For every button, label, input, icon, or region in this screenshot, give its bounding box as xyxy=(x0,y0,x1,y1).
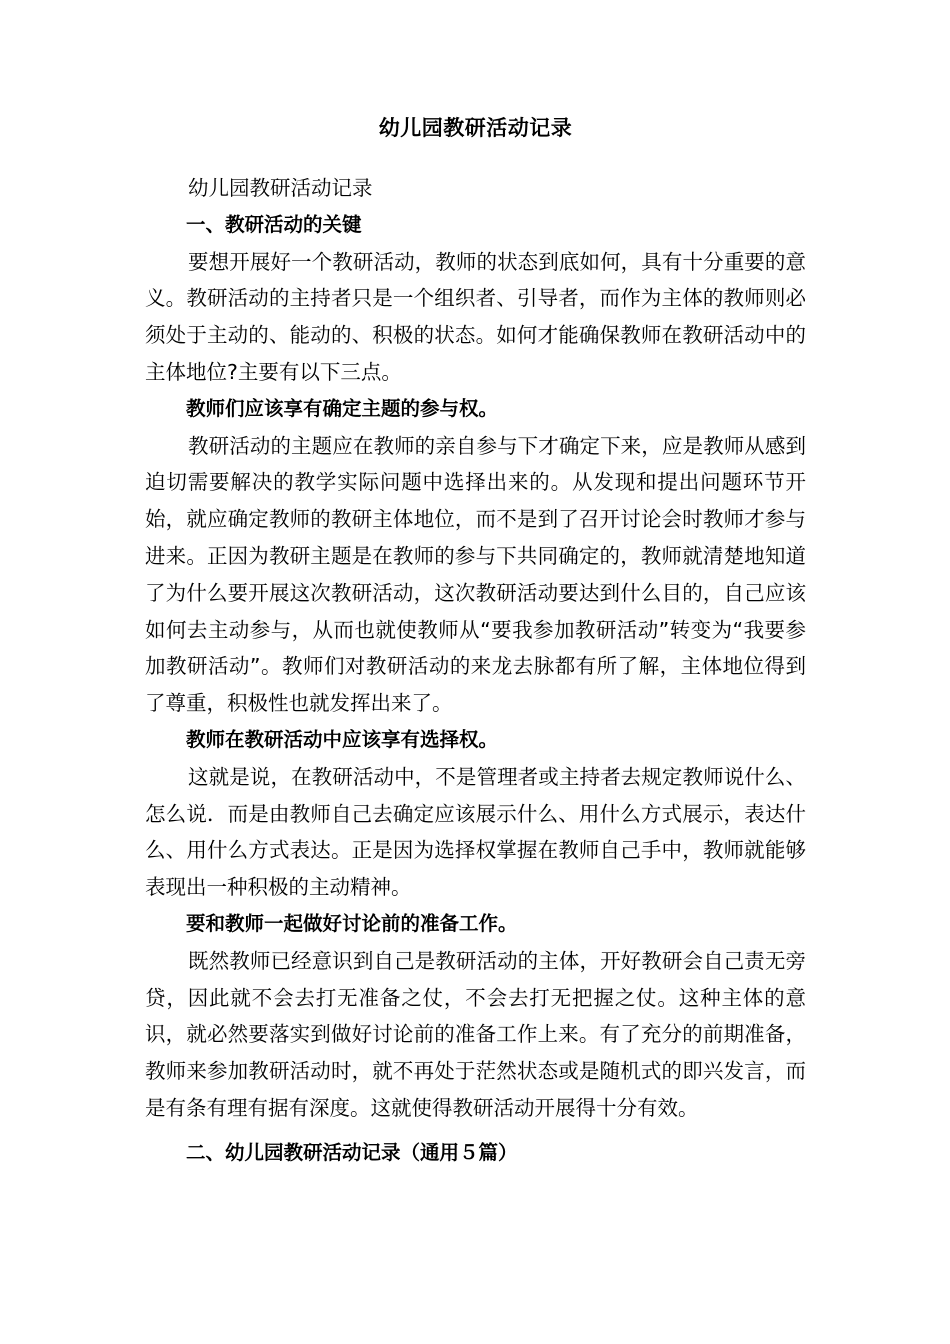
body-paragraph: 要想开展好一个教研活动，教师的状态到底如何，具有十分重要的意义。教研活动的主持者只是一个组织者、引导者，而作为主体的教师则必须处于主动的、能动的、积极的状态。如何才能确保教师在教研活动中的主体地位?主要有以下三点。 xyxy=(145,249,806,384)
body-paragraph: 教研活动的主题应在教师的亲自参与下才确定下来，应是教师从感到迫切需要解决的教学实际问题中选择出来的。从发现和提出问题环节开始，就应确定教师的教研主体地位，而不是到了召开讨论会时教师才参与进来。正因为教研主题是在教师的参与下共同确定的，教师就清楚地知道了为什么要开展这次教研活动，这次教研活动要达到什么目的，自己应该如何去主动参与，从而也就使教师从“要我参加教研活动”转变为“我要参加教研活动”。教师们对教研活动的来龙去脉都有所了解，主体地位得到了尊重，积极性也就发挥出来了。 xyxy=(145,433,806,716)
subheading-choice: 教师在教研活动中应该享有选择权。 xyxy=(185,727,498,751)
body-paragraph: 既然教师已经意识到自己是教研活动的主体，开好教研会自己责无旁贷，因此就不会去打无准备之仗，不会去打无把握之仗。这种主体的意识，就必然要落实到做好讨论前的准备工作上来。有了充分的前期准备，教师来参加教研活动时，就不再处于茫然状态或是随机式的即兴发言，而是有条有理有据有深度。这就使得教研活动开展得十分有效。 xyxy=(145,948,806,1120)
section-heading-2: 二、幼儿园教研活动记录（通用５篇） xyxy=(185,1140,518,1164)
body-paragraph: 这就是说，在教研活动中，不是管理者或主持者去规定教师说什么、怎么说．而是由教师自己去确定应该展示什么、用什么方式展示，表达什么、用什么方式表达。正是因为选择权掌握在教师自己手中，教师就能够表现出一种积极的主动精神。 xyxy=(145,764,806,900)
subheading-preparation: 要和教师一起做好讨论前的准备工作。 xyxy=(185,911,518,935)
section-heading-1: 一、教研活动的关键 xyxy=(185,212,362,236)
subheading-participation: 教师们应该享有确定主题的参与权。 xyxy=(185,396,498,420)
document-title: 幼儿园教研活动记录 xyxy=(378,116,573,140)
document-page xyxy=(145,110,806,1172)
intro-paragraph: 幼儿园教研活动记录 xyxy=(188,176,373,200)
